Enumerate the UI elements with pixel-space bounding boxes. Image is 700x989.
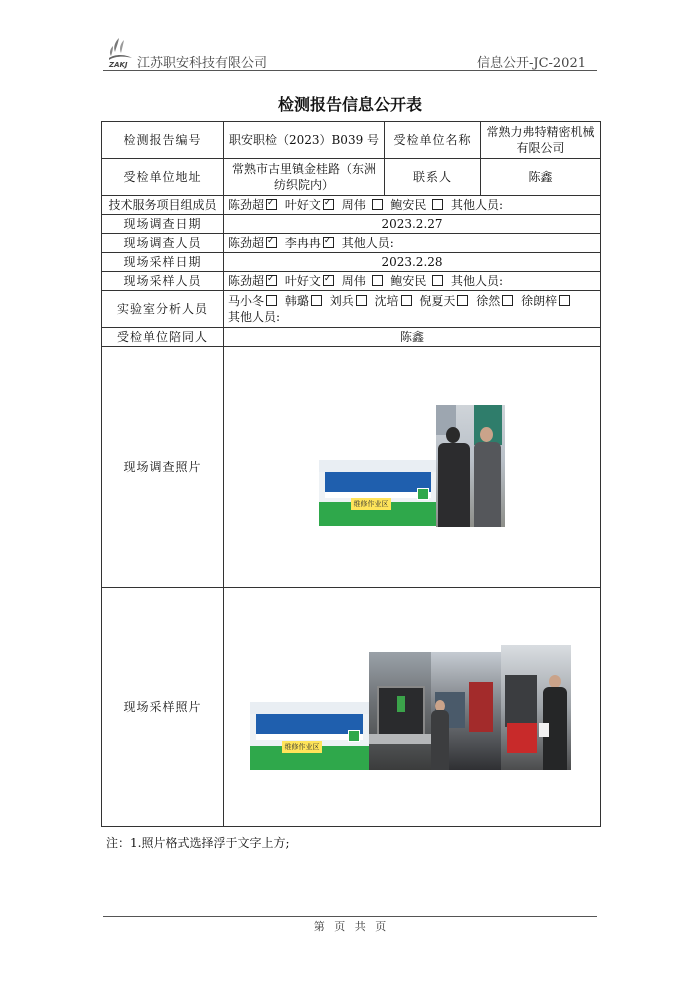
checkbox[interactable] [323,237,334,248]
address-value: 常熟市古里镇金桂路（东洲纺织院内） [224,159,385,196]
checkbox[interactable] [323,199,334,210]
member-name: 刘兵 [329,294,354,308]
svg-text:ZAKJ: ZAKJ [109,61,128,69]
others-label: 其他人员: [228,310,281,324]
escort-value: 陈鑫 [224,328,601,347]
sampling-date-label: 现场采样日期 [102,253,224,272]
sampling-date-value: 2023.2.28 [224,253,601,272]
report-no-value: 职安职检（2023）B039 号 [224,122,385,159]
survey-photo-label: 现场调查照片 [102,347,224,588]
checkbox[interactable] [311,295,322,306]
lab-people-row [224,291,601,328]
checkbox[interactable] [266,275,277,286]
survey-date-label: 现场调查日期 [102,215,224,234]
checkbox[interactable] [266,295,277,306]
checkbox[interactable] [372,275,383,286]
member-name: 李冉冉 [284,236,321,250]
company-name: 江苏职安科技有限公司 [137,56,268,71]
checkbox[interactable] [432,275,443,286]
sampling-people-row [224,272,601,291]
member-name: 沈培 [374,294,399,308]
sampling-machine-photo-3 [501,645,571,770]
checkbox[interactable] [432,199,443,210]
page-footer: 第 页 共 页 [313,920,387,933]
member-name: 倪夏天 [419,294,456,308]
checkbox[interactable] [266,199,277,210]
checkbox[interactable] [266,237,277,248]
survey-people-row [224,234,601,253]
checkbox[interactable] [401,295,412,306]
contact-label: 联系人 [385,159,481,196]
checkbox[interactable] [356,295,367,306]
sampling-photo-label: 现场采样照片 [102,588,224,827]
unit-name-value: 常熟力弗特精密机械有限公司 [481,122,601,159]
member-name: 鲍安民 [390,274,427,288]
page-title: 检测报告信息公开表 [277,95,422,114]
others-label: 其他人员: [341,236,394,250]
sampling-photo-cell [224,588,601,827]
member-name: 周伟 [341,198,366,212]
sign-text: 维修作业区 [351,498,391,510]
document-number: 信息公开-JC-2021 [476,56,586,71]
footer-divider [103,916,597,917]
sampling-machine-photo-1 [369,652,435,770]
tech-members-row [224,196,601,215]
survey-sign-photo [319,460,437,526]
report-no-label: 检测报告编号 [102,122,224,159]
sign-text: 维修作业区 [282,741,322,753]
sampling-sign-photo [250,702,369,770]
member-name: 鲍安民 [390,198,427,212]
sampling-people-label: 现场采样人员 [102,272,224,291]
checkbox[interactable] [372,199,383,210]
member-name: 周伟 [341,274,366,288]
others-label: 其他人员: [451,198,504,212]
survey-people-label: 现场调查人员 [102,234,224,253]
survey-date-value: 2023.2.27 [224,215,601,234]
lab-label: 实验室分析人员 [102,291,224,328]
checkbox[interactable] [559,295,570,306]
contact-value: 陈鑫 [481,159,601,196]
checkbox[interactable] [457,295,468,306]
company-logo [105,34,135,70]
info-table [101,121,601,827]
address-label: 受检单位地址 [102,159,224,196]
survey-photo-cell [224,347,601,588]
checkbox[interactable] [502,295,513,306]
sampling-machine-photo-2 [431,652,501,770]
member-name: 徐然 [476,294,501,308]
member-name: 叶好文 [284,198,321,212]
member-name: 马小冬 [228,294,265,308]
unit-name-label: 受检单位名称 [385,122,481,159]
checkbox[interactable] [323,275,334,286]
member-name: 叶好文 [284,274,321,288]
escort-label: 受检单位陪同人 [102,328,224,347]
member-name: 陈劲超 [228,274,265,288]
member-name: 韩璐 [284,294,309,308]
header-divider [103,70,597,71]
note: 注：1.照片格式选择浮于文字上方; [106,836,290,850]
others-label: 其他人员: [451,274,504,288]
member-name: 陈劲超 [228,198,265,212]
survey-people-photo [436,405,505,527]
tech-members-label: 技术服务项目组成员 [102,196,224,215]
member-name: 陈劲超 [228,236,265,250]
member-name: 徐朗梓 [521,294,558,308]
